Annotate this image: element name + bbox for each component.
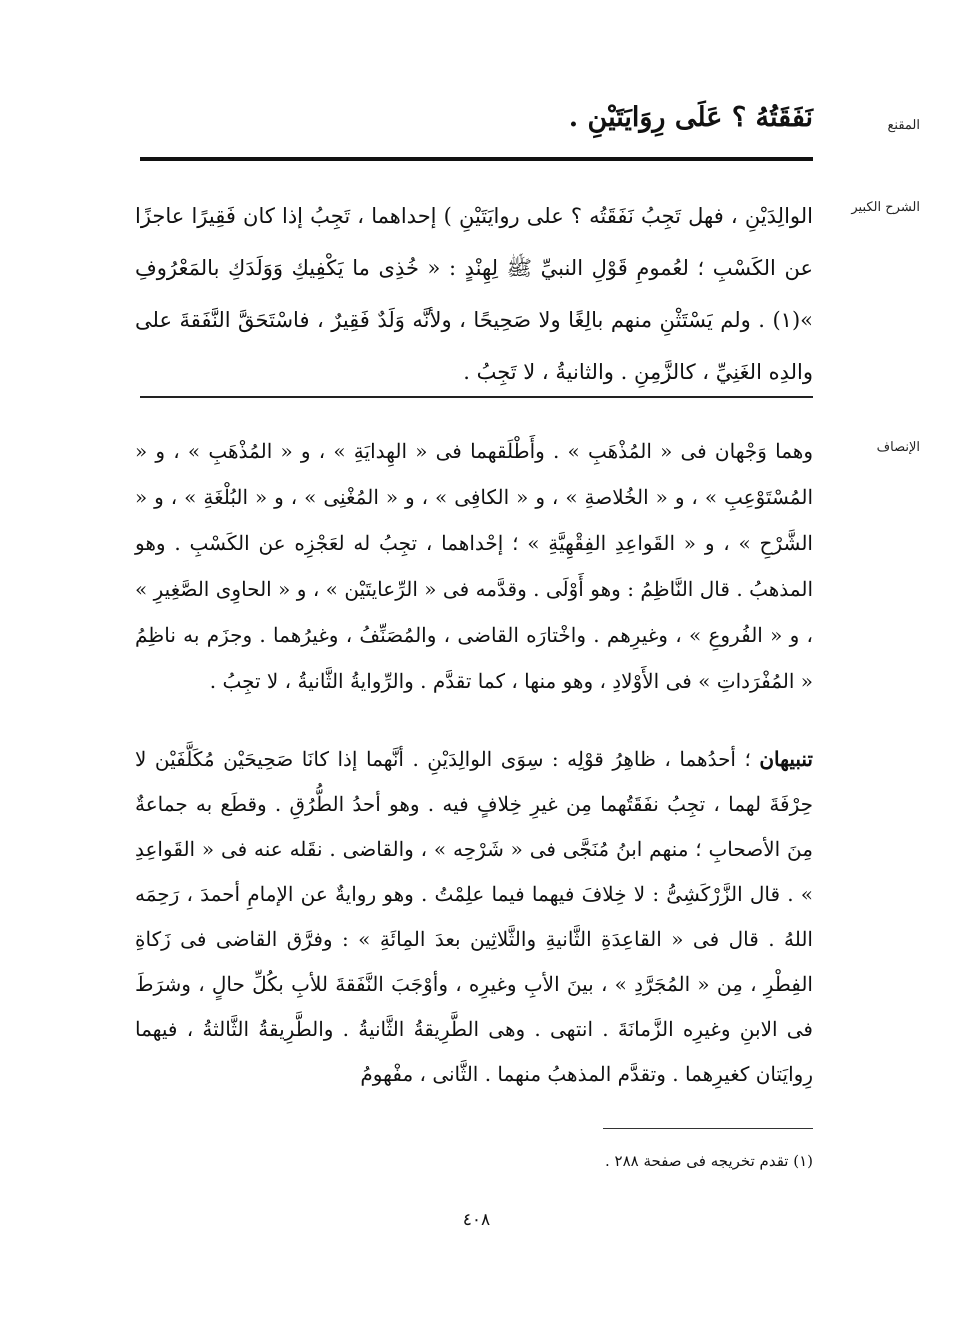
- tanbih-text: ؛ أحدُهما ، ظاهِرُ قوْلِه : سِوَى الوالِدَيْنِ . أنَّهما إذا كانَا صَحِيحَيْن مُكَلَّفَيْن لا حِرْفَةَ لهما ، تجِبُ نفَقَتُهما مِن غيرِ خِلافٍ فيه . وهو أحدُ الطُّرُقِ . وقطَع به جماعةٌ مِنَ الأصحابِ ؛ منهم ابنُ مُنَجَّى فى « شَرْحِه » ، والقاضى . نقَله عنه فى « القَواعِدِ » . قال الزَّرْكَشِىُّ : لا خِلافَ فيهما فيما علِمْتُ . وهو روايةٌ عن الإمامِ أحمدَ ، رَحِمَه اللهُ . قال فى « القاعِدَةِ الثَّانيةِ والثَّلاثِين بعدَ المِائَةِ » : وفرَّق القاضى فى زَكاةِ الفِطْرِ ، مِن « المُجَرَّدِ » ، بينَ الأبِ وغيرِه ، وأوْجَبَ النَّفَقةَ للأبِ بكُلِّ حالٍ ، وشرَطَ فى الابنِ وغيرِه الزَّمانَةَ . انتهى . وهى الطَّرِيقةُ الثَّانيةُ . والطَّرِيقةُ الثَّالثةُ ، فيهما رِوايَتان كغيرِهما . وتقدَّم المذهبُ منهما . الثَّانى ، مفْهومُ: [135, 747, 813, 1086]
- page-number: ٤٠٨: [462, 1210, 491, 1230]
- sharh-paragraph: الوالِدَيْنِ ، فهل تَجِبُ نَفَقَتُه ؟ على روايَتَيْنِ ) إحداهما ، تَجِبُ إذا كان فَقِيرًا عاجزًا عن الكَسْبِ ؛ لعُمومِ قَوْلِ النبيِّ ﷺ لِهِنْدٍ : « خُذِى ما يَكْفِيكِ وَوَلَدَكِ بالمَعْرُوفِ »(١) . ولم يَسْتَثْنِ منهم بالِغًا ولا صَحِيحًا ، ولأنَّه وَلَدٌ فَقِيرٌ ، فاسْتَحَقَّ النَّفَقةَ على والدِه الغَنِيِّ ، كالزَّمِنِ . والثانيةُ ، لا تَجِبُ .: [135, 204, 813, 384]
- tanbih-lead: تنبيهان: [759, 747, 813, 771]
- section-divider: [140, 396, 813, 398]
- muqni-text: نَفَقَتُهُ ؟ عَلَى رِوَايَتَيْنِ .: [568, 102, 813, 133]
- section-label-sharh: الشرح الكبير: [851, 200, 920, 215]
- header-divider: [140, 157, 813, 161]
- section-label-muqni: المقنع: [887, 118, 920, 133]
- insaf-paragraph: وهما وَجْهان فى « المُذْهَبِ » . وأَطْلَقهما فى « الهِدايَةِ » ، و « المُذْهَبِ » ، و « المُسْتَوْعِبِ » ، و « الخُلاصةِ » ، و « الكافِى » ، و « المُغْنِى » ، و « البُلْغَةِ » ، و « الشَّرْحِ » ، و « القَواعِدِ الفِقْهِيَّةِ » ؛ إحْداهما ، تجِبُ له لعَجْزِه عن الكَسْبِ . وهو المذهبُ . قال النَّاظِمُ : وهو أَوْلَى . وقدَّمه فى « الرِّعايتَيْن » ، و « الحاوِى الصَّغِيرِ » ، و « الفُروعِ » ، وغيرِهم . واخْتارَه القاضى ، والمُصَنِّفُ ، وغيرُهما . وجزَم به ناظِمُ « المُفْرَداتِ » فى الأَوْلادِ ، وهو منها ، كما تقدَّم . والرِّوايةُ الثَّانيةُ ، لا تجِبُ .: [135, 439, 813, 693]
- footnote: (١) تقدم تخريجه فى صفحة ٢٨٨ .: [604, 1152, 813, 1170]
- tanbih-paragraph: [135, 737, 813, 1097]
- footnote-divider: [603, 1128, 813, 1129]
- section-label-insaf: الإنصاف: [876, 440, 920, 455]
